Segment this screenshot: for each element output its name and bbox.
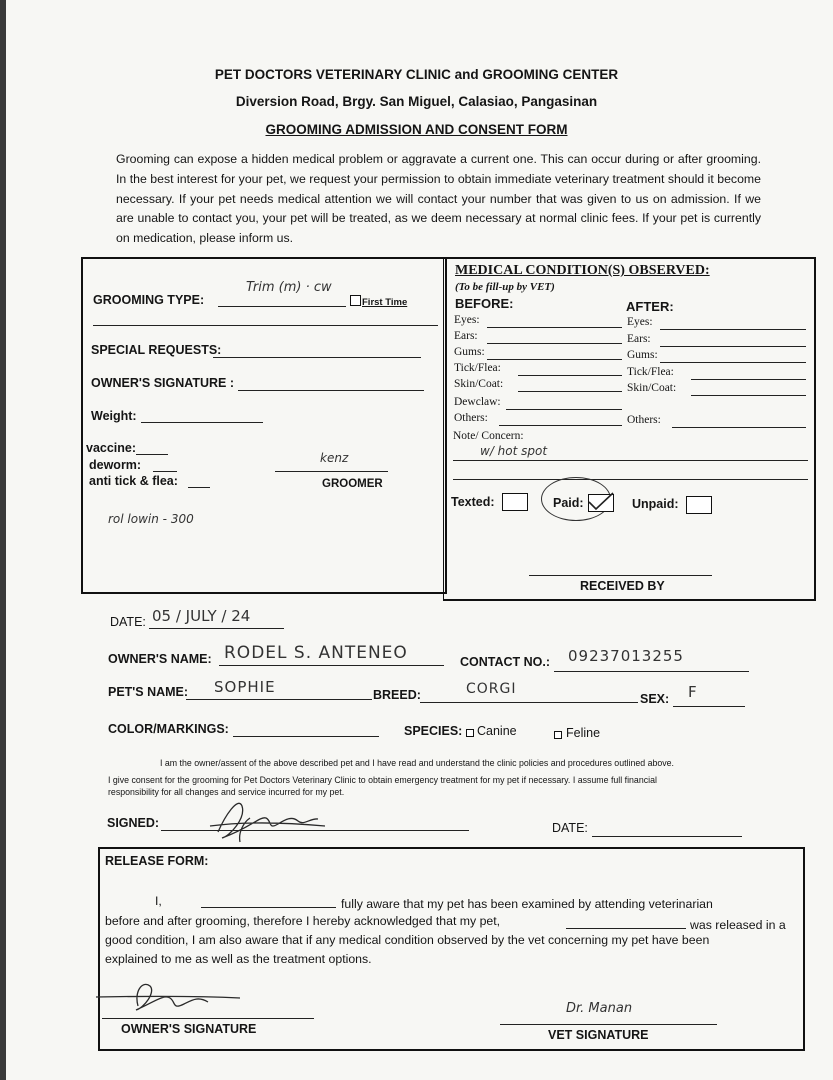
- before-item-line[interactable]: [518, 375, 622, 376]
- sex-line: [673, 706, 745, 707]
- note-line-1[interactable]: [453, 460, 808, 461]
- texted-label: Texted:: [451, 495, 495, 509]
- after-item-label: Ears:: [627, 333, 651, 345]
- weight-line[interactable]: [141, 422, 263, 423]
- anti-tick-line[interactable]: [188, 487, 210, 488]
- consent-line-1: I am the owner/assent of the above described pet and I have read and understand the clinic policies and procedures outlined above.: [160, 758, 674, 768]
- groomer-label: GROOMER: [322, 478, 383, 490]
- release-line-1: fully aware that my pet has been examined by attending veterinarian: [341, 897, 713, 911]
- breed-value[interactable]: CORGI: [466, 681, 517, 697]
- vet-signature-line[interactable]: [500, 1024, 717, 1025]
- received-by-line[interactable]: [529, 575, 712, 576]
- before-item-label: Gums:: [454, 346, 485, 358]
- owner-name-value[interactable]: RODEL S. ANTENEO: [224, 643, 408, 663]
- medical-subtitle: (To be fill-up by VET): [455, 281, 555, 293]
- before-item-label: Eyes:: [454, 314, 480, 326]
- after-item-line[interactable]: [691, 379, 806, 380]
- before-item-label: Skin/Coat:: [454, 378, 504, 390]
- owner-signature-line[interactable]: [238, 390, 424, 391]
- after-item-line[interactable]: [672, 427, 806, 428]
- color-markings-label: COLOR/MARKINGS:: [108, 722, 229, 736]
- date-line: [149, 628, 284, 629]
- release-owner-signature-label: OWNER'S SIGNATURE: [121, 1022, 257, 1036]
- owner-signature-label: OWNER'S SIGNATURE :: [91, 376, 235, 390]
- deworm-line[interactable]: [153, 471, 177, 472]
- clinic-address: Diversion Road, Brgy. San Miguel, Calasiao, Pangasinan: [235, 94, 598, 109]
- grooming-type-label: GROOMING TYPE:: [93, 293, 205, 307]
- date-label: DATE:: [110, 615, 146, 629]
- sex-label: SEX:: [640, 692, 670, 706]
- feline-checkbox[interactable]: [554, 731, 562, 739]
- contact-value[interactable]: 09237013255: [568, 647, 684, 665]
- release-line-2b: was released in a: [690, 918, 786, 932]
- species-label: SPECIES:: [404, 724, 463, 738]
- first-time-checkbox[interactable]: [350, 295, 361, 306]
- clinic-name: PET DOCTORS VETERINARY CLINIC and GROOMING CENTER: [214, 67, 619, 82]
- after-item-label: Tick/Flea:: [627, 366, 674, 378]
- vaccine-line[interactable]: [136, 454, 168, 455]
- unpaid-label: Unpaid:: [632, 497, 679, 511]
- groomer-name-value[interactable]: kenz: [320, 451, 349, 465]
- color-markings-line[interactable]: [233, 736, 379, 737]
- before-label: BEFORE:: [455, 296, 514, 311]
- owner-name-line: [219, 665, 444, 666]
- pet-name-value[interactable]: SOPHIE: [214, 678, 276, 696]
- deworm-label: deworm:: [89, 458, 142, 472]
- grooming-type-line: [218, 306, 346, 307]
- consent-date-line[interactable]: [592, 836, 742, 837]
- note-line-2[interactable]: [453, 479, 808, 480]
- release-owner-signature-scribble: [90, 972, 250, 1022]
- groomer-line: [275, 471, 388, 472]
- vet-signature-value: Dr. Manan: [566, 1001, 633, 1016]
- after-item-label: Others:: [627, 414, 661, 426]
- breed-line: [420, 702, 638, 703]
- release-name-line[interactable]: [201, 907, 336, 908]
- sex-value[interactable]: F: [688, 683, 697, 701]
- release-line-3: good condition, I am also aware that if any medical condition observed by the vet concerning my pet have been: [105, 933, 710, 947]
- vaccine-label: vaccine:: [86, 441, 137, 455]
- release-line-4: explained to me as well as the treatment options.: [105, 952, 372, 966]
- texted-checkbox[interactable]: [502, 493, 528, 511]
- received-by-label: RECEIVED BY: [580, 579, 665, 593]
- medical-title: MEDICAL CONDITION(S) OBSERVED:: [455, 263, 710, 278]
- before-item-line[interactable]: [487, 327, 622, 328]
- grooming-type-line-2: [93, 325, 438, 326]
- before-item-label: Tick/Flea:: [454, 362, 501, 374]
- before-item-label: Others:: [454, 412, 488, 424]
- unpaid-checkbox[interactable]: [686, 496, 712, 514]
- feline-label: Feline: [566, 726, 601, 740]
- after-item-label: Gums:: [627, 349, 658, 361]
- grooming-type-value[interactable]: Trim (m) · cw: [246, 280, 332, 295]
- release-title: RELEASE FORM:: [105, 854, 209, 868]
- pet-name-label: PET'S NAME:: [108, 685, 189, 699]
- breed-label: BREED:: [373, 688, 421, 702]
- release-line-2a: before and after grooming, therefore I hereby acknowledged that my pet,: [105, 914, 501, 928]
- special-requests-line[interactable]: [213, 357, 421, 358]
- before-item-line[interactable]: [518, 391, 622, 392]
- release-i: I,: [155, 894, 162, 908]
- pet-name-line: [186, 699, 372, 700]
- note-concern-value[interactable]: w/ hot spot: [480, 444, 548, 458]
- after-label: AFTER:: [626, 299, 674, 314]
- consent-date-label: DATE:: [552, 821, 588, 835]
- canine-label: Canine: [477, 724, 517, 738]
- first-time-label: First Time: [362, 297, 408, 308]
- signed-label: SIGNED:: [107, 816, 160, 830]
- after-item-line[interactable]: [660, 329, 806, 330]
- canine-checkbox[interactable]: [466, 729, 474, 737]
- form-title: GROOMING ADMISSION AND CONSENT FORM: [265, 122, 568, 137]
- contact-label: CONTACT NO.:: [460, 655, 551, 669]
- weight-label: Weight:: [91, 409, 137, 423]
- note-concern-label: Note/ Concern:: [453, 430, 524, 442]
- before-item-line[interactable]: [487, 343, 622, 344]
- after-item-label: Skin/Coat:: [627, 382, 677, 394]
- paid-label: Paid:: [553, 496, 584, 510]
- release-pet-line[interactable]: [566, 928, 686, 929]
- anti-tick-label: anti tick & flea:: [89, 474, 178, 488]
- owner-name-label: OWNER'S NAME:: [108, 652, 212, 666]
- after-item-label: Eyes:: [627, 316, 653, 328]
- owner-signature-release-line[interactable]: [102, 1018, 314, 1019]
- intro-paragraph: Grooming can expose a hidden medical problem or aggravate a current one. This can occur during or after grooming. In the best interest for your pet, we request your permission to obtain immediate veterinary treatment should it become necessary. If your pet needs medical attention we will contact your number that was given to us on admission. If we are unable to contact you, your pet will be treated, as we deem necessary at normal clinic fees. If your pet is currently on medication, please inform us.: [116, 152, 761, 246]
- after-item-line[interactable]: [660, 362, 806, 363]
- vet-signature-label: VET SIGNATURE: [548, 1028, 649, 1042]
- consent-line-2: I give consent for the grooming for Pet Doctors Veterinary Clinic to obtain emergency treatment for my pet if necessary. I assume full financial: [108, 775, 657, 785]
- before-item-line[interactable]: [487, 359, 622, 360]
- special-requests-label: SPECIAL REQUESTS:: [91, 343, 222, 357]
- contact-line: [554, 671, 749, 672]
- before-item-line[interactable]: [506, 409, 622, 410]
- consent-line-3: responsibility for all changes and service incurred for my pet.: [108, 787, 345, 797]
- owner-signature-scribble: [200, 788, 330, 848]
- before-item-line[interactable]: [499, 425, 622, 426]
- grooming-note-value[interactable]: rol lowin - 300: [108, 512, 194, 526]
- after-item-line[interactable]: [660, 346, 806, 347]
- date-value[interactable]: 05 / JULY / 24: [152, 607, 251, 625]
- paid-check-icon: [586, 490, 616, 512]
- before-item-label: Ears:: [454, 330, 478, 342]
- after-item-line[interactable]: [691, 395, 806, 396]
- before-item-label: Dewclaw:: [454, 396, 501, 408]
